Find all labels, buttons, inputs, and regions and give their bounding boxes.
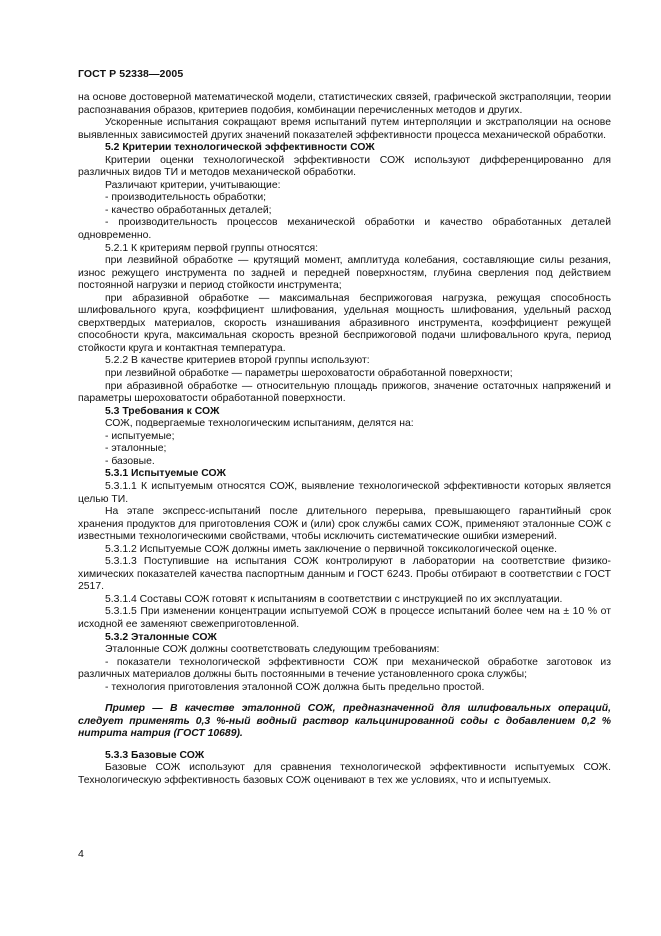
- document-body: [78, 92, 611, 788]
- paragraph: Критерии оценки технологической эффективности СОЖ используют дифференцированно для различных видов ТИ и методов механической обработки.: [78, 154, 611, 179]
- paragraph: при абразивной обработке — максимальная беcприжоговая нагрузка, режущая способность шлифовального круга, коэффициент шлифования, удельная мощность шлифования, удельный расход сверхтвердых материалов, скорость изнашивания абразивного инструмента, коэффициент режущей способности круга, максимальная скорость врезной бесприжоговой подачи шлифовального круга, период стойкости круга и контактная температура.: [78, 292, 611, 354]
- section-heading: 5.2 Критерии технологической эффективности СОЖ: [105, 142, 375, 154]
- paragraph: при лезвийной обработке — параметры шероховатости обработанной поверхности;: [105, 368, 513, 380]
- paragraph: - качество обработанных деталей;: [105, 204, 272, 216]
- paragraph: 5.2.2 В качестве критериев второй группы используют:: [105, 355, 370, 367]
- paragraph: 5.3.1.1 К испытуемым относятся СОЖ, выявление технологической эффективности которых является целью ТИ.: [78, 480, 611, 505]
- section-heading: 5.3.1 Испытуемые СОЖ: [105, 468, 226, 480]
- paragraph: - технология приготовления эталонной СОЖ должна быть предельно простой.: [105, 681, 485, 693]
- paragraph: - базовые.: [105, 455, 155, 467]
- paragraph: - производительность обработки;: [105, 192, 267, 204]
- paragraph: при лезвийной обработке — крутящий момент, амплитуда колебания, составляющие силы резания, износ режущего инструмента по задней и передней поверхностям, глубина сверления под действием постоянной нагрузки и период стойкости инструмента;: [78, 255, 611, 292]
- paragraph: Различают критерии, учитывающие:: [105, 179, 281, 191]
- section-heading: 5.3.2 Эталонные СОЖ: [105, 631, 217, 643]
- paragraph: - производительность процессов механической обработки и качество обработанных деталей одновременно.: [78, 217, 611, 242]
- paragraph: Ускоренные испытания сокращают время испытаний путем интерполяции и экстраполяции на основе выявленных зависимостей других значений показателей эффективности процесса механической обработки.: [78, 117, 611, 141]
- paragraph: 5.2.1 К критериям первой группы относятся:: [105, 242, 319, 254]
- paragraph: 5.3.1.5 При изменении концентрации испытуемой СОЖ в процессе испытаний более чем на ± 10 % от исходной ее заменяют свежеприготовленной.: [78, 606, 611, 630]
- paragraph: Базовые СОЖ используют для сравнения технологической эффективности испытуемых СОЖ. Технологическую эффективность базовых СОЖ оценивают в тех же условиях, что и испытуемых.: [78, 762, 611, 786]
- paragraph: 5.3.1.4 Составы СОЖ готовят к испытаниям в соответствии с инструкцией по их эксплуатации.: [105, 593, 563, 605]
- paragraph: На этапе экспресс-испытаний после длительного перерыва, превышающего гарантийный срок хранения продуктов для приготовления СОЖ и (или) срок службы самих СОЖ, применяют эталонные СОЖ с известными технологическими свойствами, чтобы исключить систематические ошибки измерений.: [78, 506, 611, 543]
- paragraph: 5.3.1.3 Поступившие на испытания СОЖ контролируют в лаборатории на соответствие физико-химических показателей качества паспортным данным и ГОСТ 6243. Пробы отбирают в соответствии с ГОСТ 2517.: [78, 556, 611, 593]
- section-heading: 5.3.3 Базовые СОЖ: [105, 749, 205, 761]
- paragraph: СОЖ, подвергаемые технологическим испытаниям, делятся на:: [105, 418, 414, 430]
- document-header: ГОСТ Р 52338—2005: [78, 68, 184, 80]
- example-note: Пример — В качестве эталонной СОЖ, предназначенной для шлифовальных операций, следует применять 0,3 %-ный водный раствор кальцинированной соды с добавлением 0,2 % нитрита натрия (ГОСТ 10689).: [78, 703, 611, 740]
- paragraph: при абразивной обработке — относительную площадь прижогов, значение остаточных напряжений и параметры шероховатости обработанной поверхности.: [78, 380, 611, 405]
- paragraph: Эталонные СОЖ должны соответствовать следующим требованиям:: [105, 644, 440, 656]
- paragraph: - показатели технологической эффективности СОЖ при механической обработке заготовок из различных материалов должны быть постоянными в течение установленного срока службы;: [78, 656, 611, 681]
- paragraph: - эталонные;: [105, 443, 167, 455]
- section-heading: 5.3 Требования к СОЖ: [105, 405, 220, 417]
- page-number: 4: [78, 848, 84, 860]
- paragraph: 5.3.1.2 Испытуемые СОЖ должны иметь заключение о первичной токсикологической оценке.: [105, 543, 558, 555]
- paragraph: на основе достоверной математической модели, статистических связей, графической экстраполяции, теории распознавания образов, критериев подобия, комбинации перечисленных методов и других.: [78, 92, 611, 116]
- paragraph: - испытуемые;: [105, 430, 175, 442]
